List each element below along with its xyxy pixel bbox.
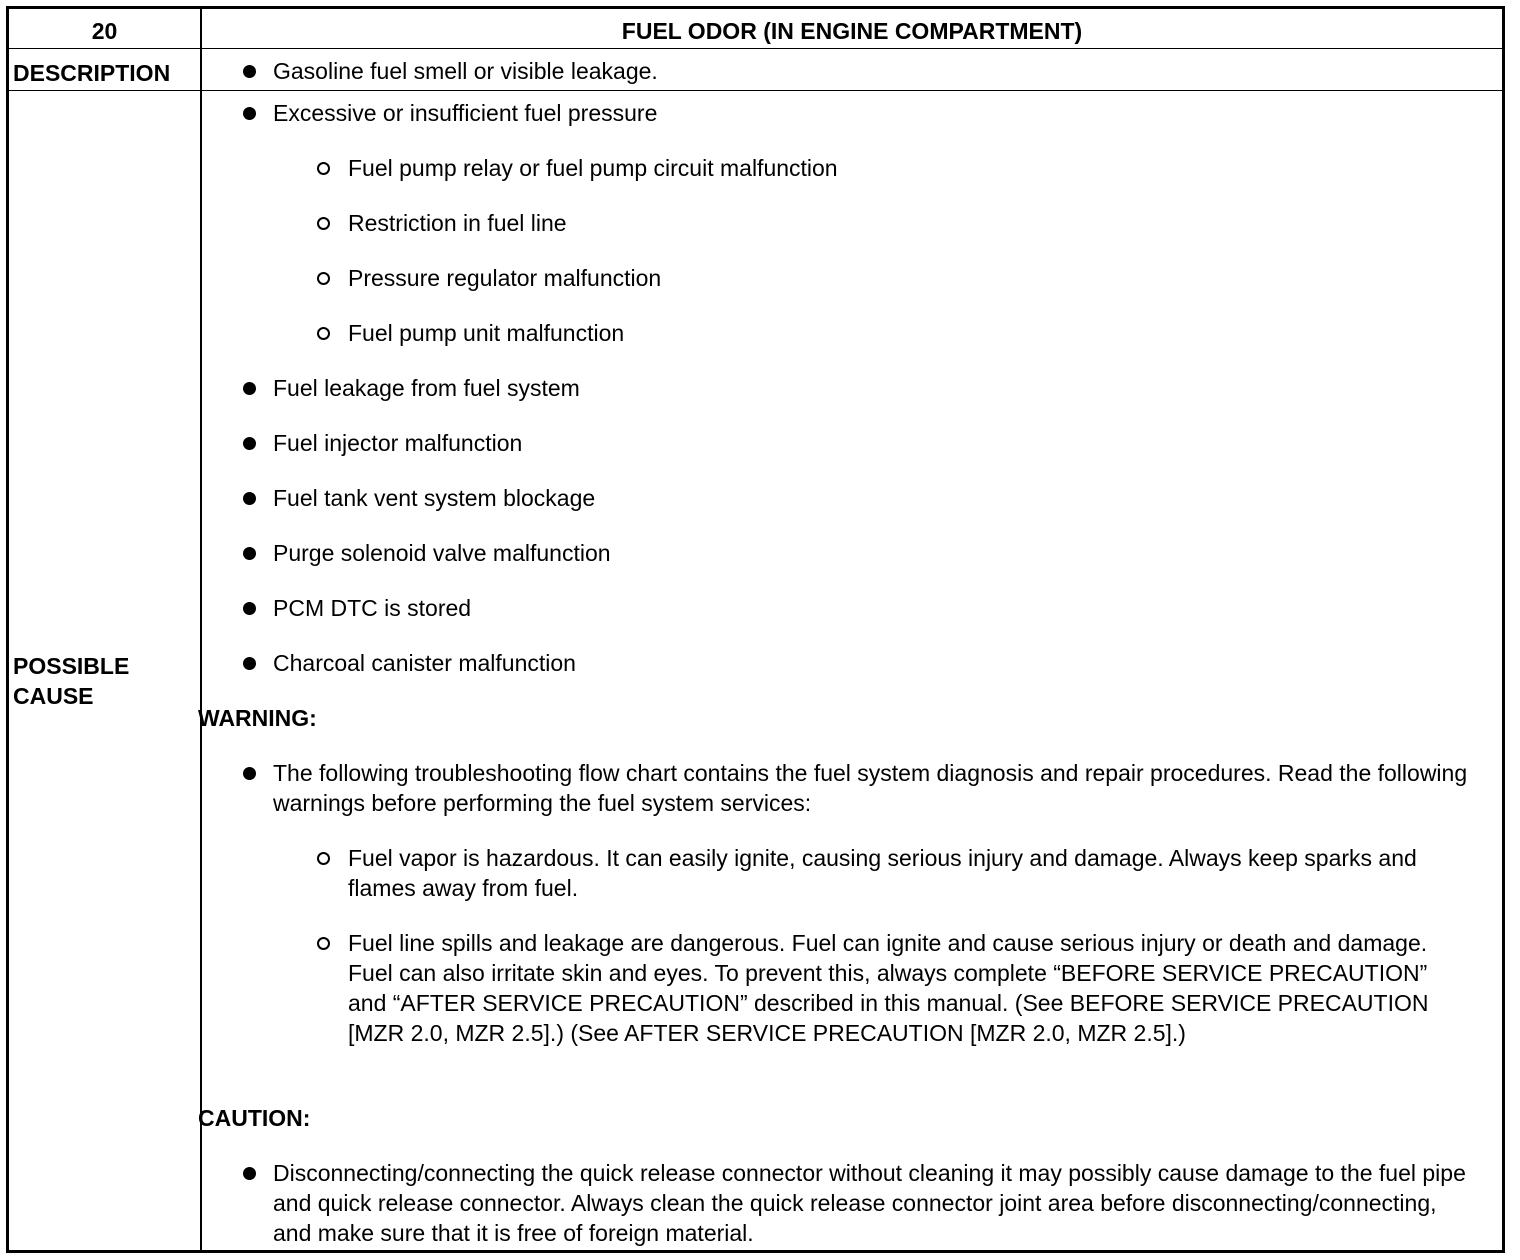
cause-item: Fuel tank vent system blockage bbox=[273, 485, 596, 511]
troubleshooting-table bbox=[6, 6, 1505, 1253]
description-divider bbox=[9, 90, 1502, 91]
bullet-icon bbox=[243, 492, 256, 505]
cause-sub-item: Restriction in fuel line bbox=[348, 210, 567, 236]
bullet-icon bbox=[243, 602, 256, 615]
bullet-icon bbox=[243, 547, 256, 560]
description-label: DESCRIPTION bbox=[13, 60, 171, 86]
cause-sub-item: Fuel pump unit malfunction bbox=[348, 320, 625, 346]
possible-cause-label: POSSIBLE CAUSE bbox=[13, 653, 130, 709]
bullet-icon bbox=[243, 657, 256, 670]
bullet-icon bbox=[243, 382, 256, 395]
warning-heading: WARNING: bbox=[198, 705, 317, 731]
sub-bullet-icon bbox=[317, 852, 330, 865]
sub-bullet-icon bbox=[317, 272, 330, 285]
sub-bullet-icon bbox=[317, 217, 330, 230]
sub-bullet-icon bbox=[317, 327, 330, 340]
cause-item: PCM DTC is stored bbox=[273, 595, 472, 621]
cause-item: Excessive or insufficient fuel pressure bbox=[273, 100, 658, 126]
item-number: 20 bbox=[91, 18, 118, 44]
bullet-icon bbox=[243, 107, 256, 120]
cause-item: Purge solenoid valve malfunction bbox=[273, 540, 611, 566]
cause-item: Fuel leakage from fuel system bbox=[273, 375, 580, 401]
description-item: Gasoline fuel smell or visible leakage. bbox=[273, 58, 658, 84]
warning-sub-item: Fuel line spills and leakage are dangerous. Fuel can ignite and cause serious injury or death and damage. Fuel can also irritate skin and eyes. To prevent this, always complete “BEFORE SERVICE PRECAUTION” and “AFTER SERVICE PRECAUTION” described in this manual. (See BEFORE SERVICE PRECAUTION [MZR 2.0, MZR 2.5].) (See AFTER SERVICE PRECAUTION [MZR 2.0, MZR 2.5].) bbox=[348, 930, 1429, 1046]
sub-bullet-icon bbox=[317, 162, 330, 175]
cause-item: Fuel injector malfunction bbox=[273, 430, 523, 456]
header-divider bbox=[9, 48, 1502, 49]
caution-heading: CAUTION: bbox=[198, 1105, 311, 1131]
bullet-icon bbox=[243, 65, 256, 78]
bullet-icon bbox=[243, 767, 256, 780]
item-title: FUEL ODOR (IN ENGINE COMPARTMENT) bbox=[621, 18, 1083, 44]
column-divider bbox=[200, 9, 202, 1250]
cause-sub-item: Pressure regulator malfunction bbox=[348, 265, 662, 291]
warning-sub-item: Fuel vapor is hazardous. It can easily ignite, causing serious injury and damage. Always keep sparks and flames away from fuel. bbox=[348, 845, 1417, 901]
sub-bullet-icon bbox=[317, 937, 330, 950]
bullet-icon bbox=[243, 1167, 256, 1180]
warning-item: The following troubleshooting flow chart contains the fuel system diagnosis and repair procedures. Read the following warnings before performing the fuel system services: bbox=[273, 760, 1468, 816]
bullet-icon bbox=[243, 437, 256, 450]
caution-item: Disconnecting/connecting the quick release connector without cleaning it may possibly cause damage to the fuel pipe and quick release connector. Always clean the quick release connector joint area before disconnecting/connecting, and make sure that it is free of foreign material. bbox=[273, 1160, 1466, 1246]
cause-item: Charcoal canister malfunction bbox=[273, 650, 576, 676]
cause-sub-item: Fuel pump relay or fuel pump circuit malfunction bbox=[348, 155, 838, 181]
